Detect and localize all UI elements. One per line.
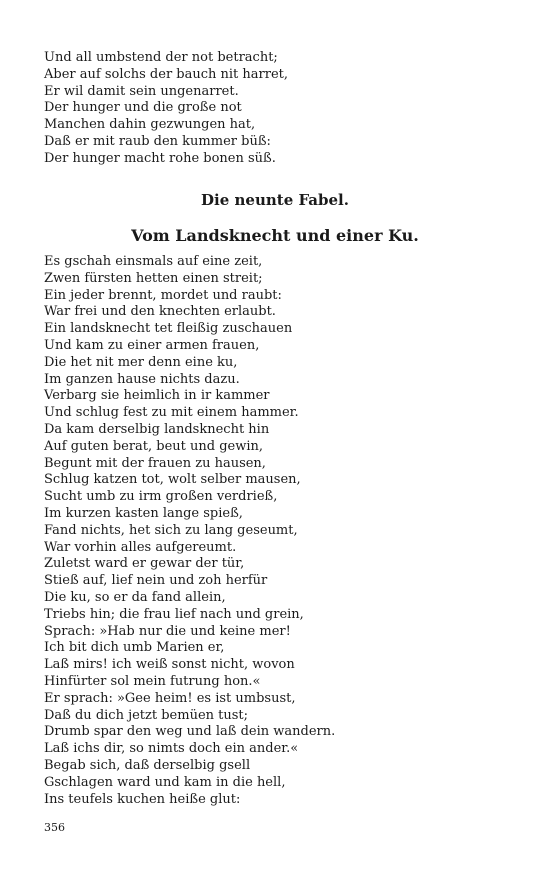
verse-line: Drumb spar den weg und laß dein wandern.: [44, 724, 336, 740]
verse-line: Der hunger und die große not: [44, 100, 242, 116]
verse-block-continuation: [44, 50, 514, 168]
verse-line: Manchen dahin gezwungen hat,: [44, 117, 256, 133]
verse-line: Begunt mit der frauen zu hausen,: [44, 455, 266, 471]
verse-line: Im ganzen hause nichts dazu.: [44, 371, 240, 387]
verse-line: Ich bit dich umb Marien er,: [44, 640, 225, 656]
verse-line: Da kam derselbig landsknecht hin: [44, 421, 270, 437]
verse-line: Laß ichs dir, so nimts doch ein ander.«: [44, 741, 299, 757]
verse-line: Es gschah einsmals auf eine zeit,: [44, 254, 263, 269]
verse-line: Auf guten berat, beut und gewin,: [44, 438, 264, 454]
verse-line: Fand nichts, het sich zu lang geseumt,: [44, 522, 298, 538]
verse-line: Aber auf solchs der bauch nit harret,: [44, 66, 289, 82]
verse-line: Triebs hin; die frau lief nach und grein,: [44, 606, 304, 622]
verse-line: Zuletst ward er gewar der tür,: [44, 556, 245, 572]
verse-line: Verbarg sie heimlich in ir kammer: [44, 388, 270, 404]
verse-line: Daß er mit raub den kummer büß:: [44, 133, 271, 149]
verse-line: Ins teufels kuchen heiße glut:: [44, 791, 241, 807]
verse-line: War frei und den knechten erlaubt.: [44, 304, 276, 320]
verse-line: Im kurzen kasten lange spieß,: [44, 505, 243, 521]
page-number: 356: [44, 821, 65, 834]
fable-number-heading: Die neunte Fabel.: [201, 191, 349, 209]
verse-line: Ein jeder brennt, mordet und raubt:: [44, 287, 282, 303]
verse-line: Sucht umb zu irm großen verdrieß,: [44, 489, 278, 505]
verse-line: Daß du dich jetzt bemüen tust;: [44, 707, 249, 723]
verse-line: Laß mirs! ich weiß sonst nicht, wovon: [44, 657, 295, 673]
verse-block-fable: [44, 254, 514, 808]
verse-line: Ein landsknecht tet fleißig zuschauen: [44, 321, 293, 337]
fable-title-heading: Vom Landsknecht und einer Ku.: [131, 226, 419, 245]
verse-line: Und kam zu einer armen frauen,: [44, 337, 260, 353]
verse-line: Er sprach: »Gee heim! es ist umbsust,: [44, 690, 296, 706]
verse-line: Er wil damit sein ungenarret.: [44, 83, 239, 99]
verse-line: Der hunger macht rohe bonen süß.: [44, 150, 276, 166]
verse-line: Und schlug fest zu mit einem hammer.: [44, 405, 299, 421]
verse-line: Hinfürter sol mein futrung hon.«: [44, 673, 261, 689]
verse-line: Und all umbstend der not betracht;: [44, 50, 278, 65]
verse-line: Zwen fürsten hetten einen streit;: [44, 270, 263, 286]
verse-line: Gschlagen ward und kam in die hell,: [44, 774, 286, 790]
verse-line: Stieß auf, lief nein und zoh herfür: [44, 573, 268, 589]
verse-line: Die ku, so er da fand allein,: [44, 589, 226, 605]
verse-line: Sprach: »Hab nur die und keine mer!: [44, 623, 291, 639]
verse-line: War vorhin alles aufgereumt.: [44, 539, 237, 555]
verse-line: Schlug katzen tot, wolt selber mausen,: [44, 472, 301, 488]
verse-line: Die het nit mer denn eine ku,: [44, 354, 238, 370]
verse-line: Begab sich, daß derselbig gsell: [44, 757, 251, 773]
